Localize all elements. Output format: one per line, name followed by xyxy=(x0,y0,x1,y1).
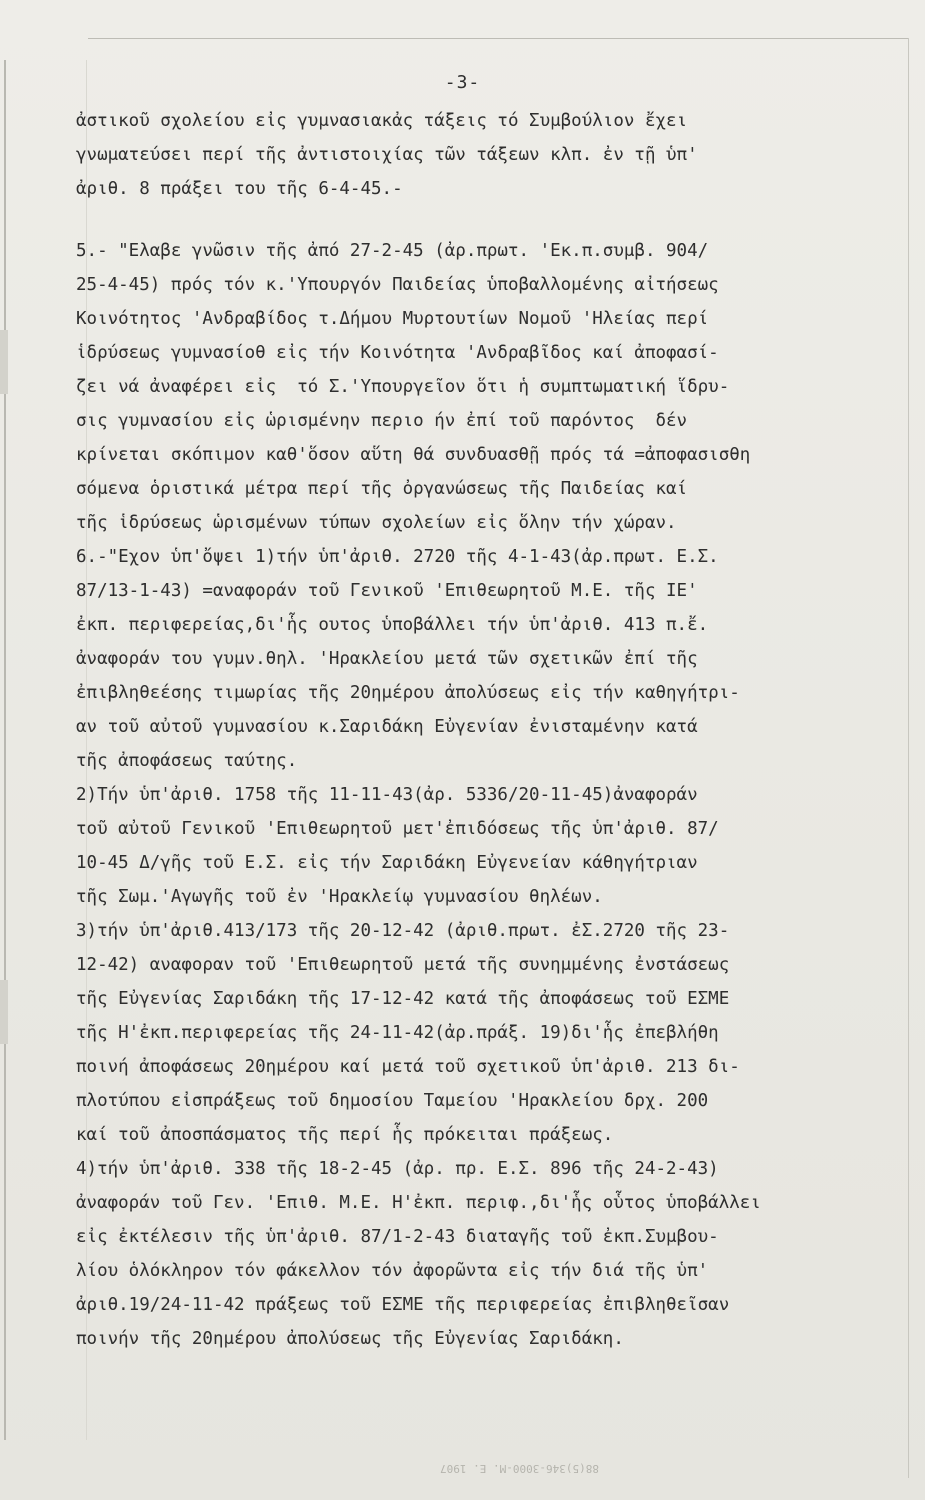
text-line: ἀριθ. 8 πράξει του τῆς 6-4-45.- xyxy=(76,179,403,199)
text-line: ποινήν τῆς 20ημέρου ἀπολύσεως τῆς Εὐγενίας Σαριδάκη. xyxy=(76,1329,624,1349)
text-line: τοῦ αὐτοῦ Γενικοῦ 'Επιθεωρητοῦ μετ'ἐπιδόσεως τῆς ὑπ'ἀριθ. 87/ xyxy=(76,819,719,839)
text-line: 2)Τήν ὑπ'ἀριθ. 1758 τῆς 11-11-43(ἀρ. 5336/20-11-45)ἀναφοράν xyxy=(76,785,698,805)
printer-mark: 88(5)346-3000-M. E. 1907 xyxy=(440,1462,599,1475)
text-line: ἀριθ.19/24-11-42 πράξεως τοῦ ΕΣΜΕ τῆς περιφερείας ἐπιβληθεῖσαν xyxy=(76,1295,730,1315)
text-line: ποινή ἀποφάσεως 20ημέρου καί μετά τοῦ σχετικοῦ ὑπ'ἀριθ. 213 δι- xyxy=(76,1057,740,1077)
punch-hole-mark xyxy=(0,330,8,394)
text-line: 87/13-1-43) =αναφοράν τοῦ Γενικοῦ 'Επιθεωρητοῦ Μ.Ε. τῆς ΙΕ' xyxy=(76,581,698,601)
text-line: 25-4-45) πρός τόν κ.'Υπουργόν Παιδείας ὑποβαλλομένης αἰτήσεως xyxy=(76,275,719,295)
text-line: ἱδρύσεως γυμνασίοθ εἰς τήν Κοινότητα 'Ανδραβῖδος καί ἀποφασί- xyxy=(76,343,719,363)
text-line: ζει νά ἀναφέρει εἰς τό Σ.'Υπουργεῖον ὅτι ἡ συμπτωματική ἵδρυ- xyxy=(76,377,730,397)
text-line: κρίνεται σκόπιμον καθ'ὅσον αὕτη θά συνδυασθῇ πρός τά =ἀποφασισθη xyxy=(76,445,751,465)
text-line xyxy=(76,206,916,234)
frame-top-border xyxy=(88,38,908,39)
text-line: πλοτύπου εἰσπράξεως τοῦ δημοσίου Ταμείου 'Ηρακλείου δρχ. 200 xyxy=(76,1091,709,1111)
text-line: ἀναφοράν του γυμν.θηλ. 'Ηρακλείου μετά τῶν σχετικῶν ἐπί τῆς xyxy=(76,649,698,669)
text-line: γνωματεύσει περί τῆς ἀντιστοιχίας τῶν τάξεων κλπ. ἐν τῇ ὑπ' xyxy=(76,145,698,165)
text-line: τῆς ἱδρύσεως ὡρισμένων τύπων σχολείων εἰς ὅλην τήν χώραν. xyxy=(76,513,677,533)
text-line: τῆς Εὐγενίας Σαριδάκη τῆς 17-12-42 κατά τῆς ἀποφάσεως τοῦ ΕΣΜΕ xyxy=(76,989,730,1009)
text-line: ἀστικοῦ σχολείου εἰς γυμνασιακἀς τάξεις τό Συμβούλιον ἔχει xyxy=(76,111,688,131)
text-line: εἰς ἐκτέλεσιν τῆς ὑπ'ἀριθ. 87/1-2-43 διαταγῆς τοῦ ἐκπ.Συμβου- xyxy=(76,1227,719,1247)
text-line: τῆς ἀποφάσεως ταύτης. xyxy=(76,751,298,771)
text-line: ἐκπ. περιφερείας,δι'ἧς ουτος ὑποβάλλει τήν ὑπ'ἀριθ. 413 π.ἔ. xyxy=(76,615,709,635)
text-line: ἐπιβληθεέσης τιμωρίας τῆς 20ημέρου ἀπολύσεως εἰς τήν καθηγήτρι- xyxy=(76,683,740,703)
text-line: καί τοῦ ἀποσπάσματος τῆς περί ἧς πρόκειται πράξεως. xyxy=(76,1125,614,1145)
punch-hole-mark xyxy=(0,980,8,1044)
text-line: ἀναφοράν τοῦ Γεν. 'Επιθ. Μ.Ε. Η'ἐκπ. περιφ.,δι'ἧς οὗτος ὑποβάλλει xyxy=(76,1193,761,1213)
text-line: 10-45 Δ/γῆς τοῦ Ε.Σ. εἰς τήν Σαριδάκη Εὐγενείαν κάθηγήτριαν xyxy=(76,853,698,873)
text-line: αν τοῦ αὐτοῦ γυμνασίου κ.Σαριδάκη Εὐγενίαν ἐνισταμένην κατά xyxy=(76,717,698,737)
text-line: τῆς Σωμ.'Αγωγῆς τοῦ ἐν 'Ηρακλείῳ γυμνασίου θηλέων. xyxy=(76,887,603,907)
binding-edge xyxy=(4,60,6,1440)
text-line: 3)τήν ὑπ'ἀριθ.413/173 τῆς 20-12-42 (ἀριθ.πρωτ. ἐΣ.2720 τῆς 23- xyxy=(76,921,730,941)
typed-text-body xyxy=(76,104,916,1356)
page-number: -3- xyxy=(444,72,481,93)
text-line: 12-42) αναφοραν τοῦ 'Επιθεωρητοῦ μετά τῆς συνημμένης ἐνστάσεως xyxy=(76,955,730,975)
text-line: τῆς Η'ἐκπ.περιφερείας τῆς 24-11-42(ἀρ.πράξ. 19)δι'ἧς ἐπεβλήθη xyxy=(76,1023,719,1043)
text-line: λίου ὁλόκληρον τόν φάκελλον τόν ἀφορῶντα εἰς τήν διά τῆς ὑπ' xyxy=(76,1261,709,1281)
text-line: 5.- "Ελαβε γνῶσιν τῆς ἀπό 27-2-45 (ἀρ.πρωτ. 'Εκ.π.συμβ. 904/ xyxy=(76,241,709,261)
text-line: 6.-"Εχον ὑπ'ὄψει 1)τήν ὑπ'ἀριθ. 2720 τῆς 4-1-43(ἀρ.πρωτ. Ε.Σ. xyxy=(76,547,719,567)
text-line: σις γυμνασίου εἰς ὡρισμένην περιο ήν ἐπί τοῦ παρόντος δέν xyxy=(76,411,688,431)
text-line: σόμενα ὁριστικά μέτρα περί τῆς ὀργανώσεως τῆς Παιδείας καί xyxy=(76,479,688,499)
text-line: Κοινότητος 'Ανδραβίδος τ.Δήμου Μυρτουτίων Νομοῦ 'Ηλείας περί xyxy=(76,309,709,329)
text-line: 4)τήν ὑπ'ἀριθ. 338 τῆς 18-2-45 (ἀρ. πρ. Ε.Σ. 896 τῆς 24-2-43) xyxy=(76,1159,719,1179)
